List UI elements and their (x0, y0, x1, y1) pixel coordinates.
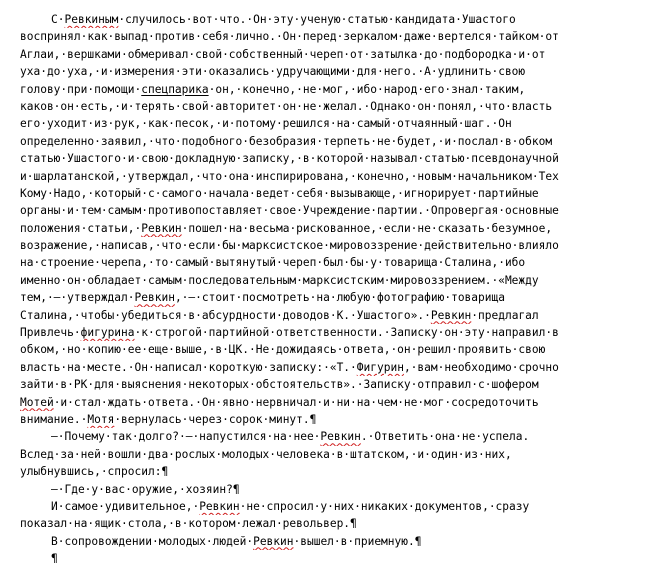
spellcheck-flagged-word: Ревкин (320, 430, 361, 444)
text-run: определенно·заявил,·что·подобного·безобразия·терпеть·не·будет,·и·послал·в·обком (20, 134, 553, 148)
text-line[interactable] (20, 481, 666, 498)
text-line[interactable] (20, 289, 666, 306)
text-line[interactable] (20, 498, 666, 515)
text-line[interactable] (20, 428, 666, 445)
text-run: —·Почему·так·долго?·—·напустился·на·нее· (51, 430, 321, 444)
text-run: ,·вам·необходимо·срочно (403, 360, 559, 374)
text-line[interactable] (20, 376, 666, 393)
text-line[interactable] (20, 220, 666, 237)
text-line[interactable] (20, 115, 666, 132)
text-line[interactable] (20, 550, 666, 567)
text-run: ·предлагал (471, 308, 539, 322)
spellcheck-flagged-word: фигурина (80, 326, 135, 340)
spellcheck-flagged-word: Мотей (20, 395, 54, 409)
text-line[interactable] (20, 533, 666, 550)
text-line[interactable] (20, 63, 666, 80)
text-run: ·не·спросил·у·них·никаких·документов,·сразу (239, 499, 530, 513)
text-run: ·и·стал·ждать·ответа.·Он·явно·нервничал·и·ни·на·чем·не·мог·сосредоточить (53, 395, 539, 409)
text-run: тем,·—·утверждал· (20, 291, 135, 305)
text-run: зайти·в·РК·для·выяснения·некоторых·обстоятельств».·Записку·отправил·с·шофером (20, 378, 539, 392)
text-run: ·пошел·на·весьма·рискованное,·если·не·сказать·безумное, (181, 221, 553, 235)
text-run: ·вышел·в·приемную.¶ (293, 534, 422, 548)
underlined-word: спецпарика (141, 82, 209, 96)
text-run: .·Ответить·она·не·успела. (360, 430, 530, 444)
text-line[interactable] (20, 81, 666, 98)
text-line[interactable] (20, 254, 666, 271)
text-run: ¶ (51, 552, 58, 566)
text-run: Сталина,·чтобы·убедиться·в·абсурдности·доводов·К.·Ушастого».· (20, 308, 431, 322)
text-line[interactable] (20, 324, 666, 341)
text-line[interactable] (20, 150, 666, 167)
text-run: В·сопровождении·молодых·людей· (51, 534, 254, 548)
text-line[interactable] (20, 463, 666, 480)
text-run: статью·Ушастого·и·свою·докладную·записку,·в·которой·называл·статью·псевдонаучной (20, 152, 559, 166)
text-line[interactable] (20, 11, 666, 28)
text-line[interactable] (20, 359, 666, 376)
text-run: Привлечь· (20, 326, 81, 340)
text-run: Кому·Надо,·который·с·самого·начала·ведет·себя·вызывающе,·игнорирует·партийные (20, 186, 539, 200)
text-line[interactable] (20, 46, 666, 63)
text-run: ·к·строгой·партийной·ответственности.·Записку·он·эту·направил·в (134, 326, 559, 340)
text-run: воспринял·как·выпад·против·себя·лично.·Он·перед·зеркалом·даже·вертелся·тайком·от (20, 30, 559, 44)
text-run: уха·до·уха,·и·измерения·эти·оказались·удручающими·для·него.·А·удлинить·свою (20, 65, 526, 79)
spellcheck-flagged-word: Ревкин (134, 291, 175, 305)
text-line[interactable] (20, 168, 666, 185)
text-run: —·Где·у·вас·оружие,·хозяин?¶ (51, 482, 240, 496)
text-run: каков·он·есть,·и·терять·свой·авторитет·он·не·желал.·Однако·он·понял,·что·власть (20, 99, 553, 113)
text-line[interactable] (20, 272, 666, 289)
text-run: его·уходит·из·рук,·как·песок,·и·потому·решился·на·самый·отчаянный·шаг.·Он (20, 117, 512, 131)
text-run: голову·при·помощи· (20, 82, 142, 96)
text-line[interactable] (20, 341, 666, 358)
text-run: ,·—·стоит·посмотреть·на·любую·фотографию·товарища (174, 291, 505, 305)
spellcheck-flagged-word: Мотя (87, 412, 115, 426)
text-run: на·строение·черепа,·то·самый·вытянутый·череп·был·бы·у·товарища·Сталина,·ибо (20, 256, 526, 270)
text-run: именно·он·обладает·самым·последовательным·марксистским·мировоззрением.·«Между (20, 273, 539, 287)
text-run: ·вернулась·через·сорок·минут.¶ (114, 412, 317, 426)
text-run: и·шарлатанской,·утверждал,·что·она·инспирирована,·конечно,·новым·начальником·Тех (20, 169, 559, 183)
text-line[interactable] (20, 307, 666, 324)
text-run: Вслед·за·ней·вошли·два·рослых·молодых·человека·в·штатском,·и·один·из·них, (20, 447, 512, 461)
text-run: Аглаи,·вершками·обмеривал·свой·собственный·череп·от·затылка·до·подбородка·и·от (20, 47, 546, 61)
text-run: ·случилось·вот·что.·Он·эту·ученую·статью·кандидата·Ушастого (118, 13, 516, 26)
text-run: власть·на·месте.·Он·написал·короткую·записку:·«Т.· (20, 360, 357, 374)
text-run: внимание.· (20, 412, 88, 426)
text-run: ·он,·конечно,·не·мог,·ибо·народ·его·знал·таким, (208, 82, 526, 96)
text-run: обком,·но·копию·ее·еще·выше,·в·ЦК.·Не·дожидаясь·ответа,·он·решил·проявить·свою (20, 343, 546, 357)
text-line[interactable] (20, 515, 666, 532)
text-run: С· (51, 13, 65, 26)
text-line[interactable] (20, 28, 666, 45)
text-run: возражение,·написав,·что·если·бы·марксистское·мировоззрение·действительно·влияло (20, 239, 559, 253)
spellcheck-flagged-word: Ревкин (199, 499, 240, 513)
text-run: органы·и·тем·самым·противопоставляет·свое·Учреждение·партии.·Опровергая·основные (20, 204, 559, 218)
text-line[interactable] (20, 98, 666, 115)
text-run: улыбнувшись,·спросил:¶ (20, 465, 169, 479)
text-line[interactable] (20, 133, 666, 150)
spellcheck-flagged-word: Ревкин (141, 221, 182, 235)
text-run: показал·на·ящик·стола,·в·котором·лежал·револьвер.¶ (20, 517, 357, 531)
text-line[interactable] (20, 202, 666, 219)
text-line[interactable] (20, 237, 666, 254)
text-line[interactable] (20, 394, 666, 411)
text-run: И·самое·удивительное,· (51, 499, 200, 513)
text-line[interactable] (20, 411, 666, 428)
spellcheck-flagged-word: Ревкин (253, 534, 294, 548)
text-line[interactable] (20, 446, 666, 463)
spellcheck-flagged-word: Ревкин (430, 308, 472, 322)
text-run: положения·статьи,· (20, 221, 142, 235)
text-line[interactable] (20, 185, 666, 202)
spellcheck-flagged-word: Ревкиным (64, 13, 119, 26)
spellcheck-flagged-word: Фигурин (356, 360, 404, 374)
